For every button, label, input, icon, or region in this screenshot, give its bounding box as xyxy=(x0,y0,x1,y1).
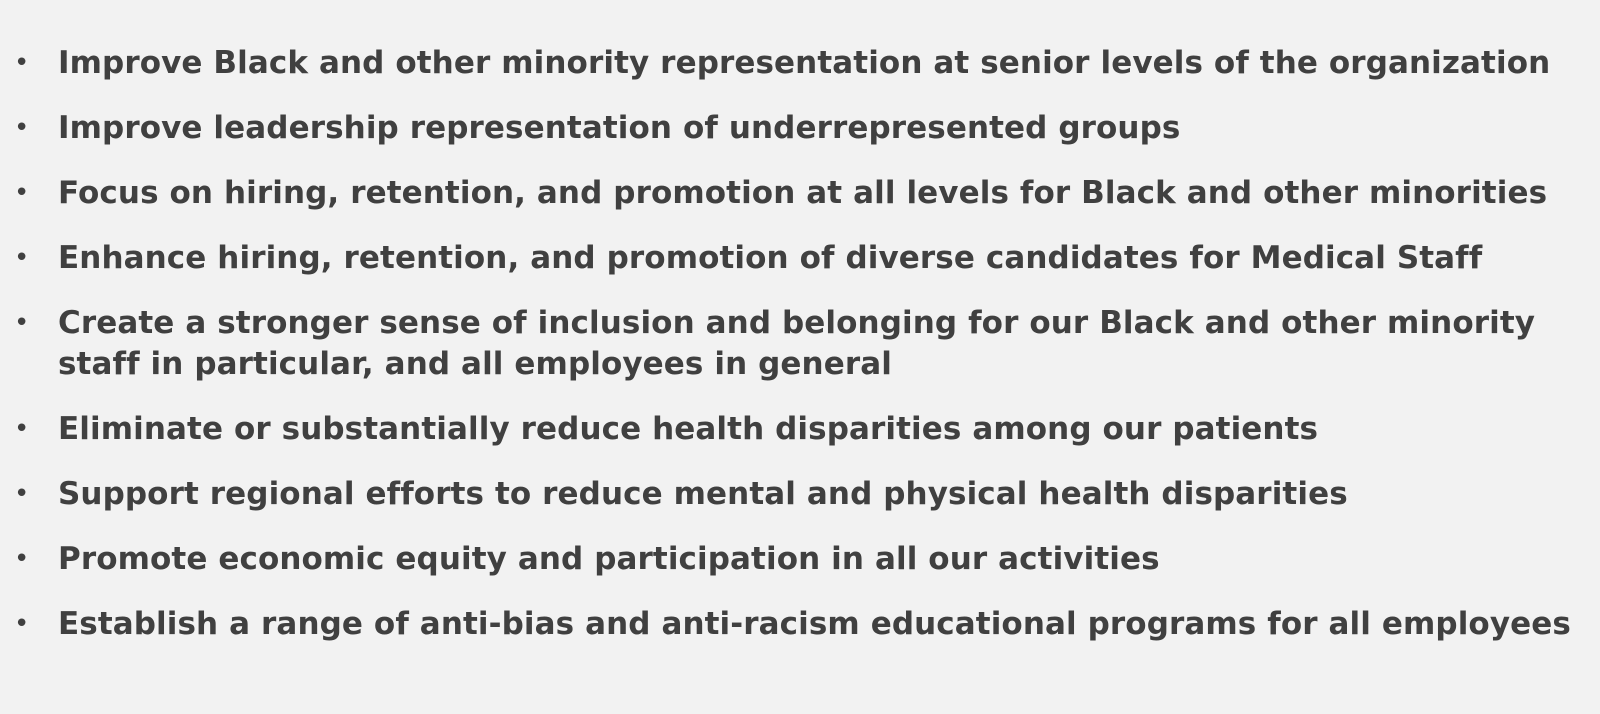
bullet-dot-icon: • xyxy=(14,243,30,273)
list-item xyxy=(14,173,1586,214)
list-item xyxy=(14,409,1586,450)
list-item-text: Eliminate or substantially reduce health disparities among our patients xyxy=(58,411,1319,447)
list-item xyxy=(14,474,1586,515)
list-item-text: Improve leadership representation of underrepresented groups xyxy=(58,110,1181,146)
list-item xyxy=(14,108,1586,149)
list-item-text: Promote economic equity and participation in all our activities xyxy=(58,541,1160,577)
list-item xyxy=(14,539,1586,580)
list-item-text: Support regional efforts to reduce mental and physical health disparities xyxy=(58,476,1348,512)
bullet-dot-icon: • xyxy=(14,178,30,208)
bullet-dot-icon: • xyxy=(14,113,30,143)
list-item-text: Improve Black and other minority representation at senior levels of the organization xyxy=(58,45,1551,81)
list-item xyxy=(14,238,1586,279)
bullet-list xyxy=(14,43,1586,645)
list-item-text: Enhance hiring, retention, and promotion of diverse candidates for Medical Staff xyxy=(58,240,1483,276)
list-item xyxy=(14,43,1586,84)
list-item xyxy=(14,604,1586,645)
list-item-text: Create a stronger sense of inclusion and belonging for our Black and other minority staff in particular, and all employees in general xyxy=(58,305,1536,382)
list-item-text: Focus on hiring, retention, and promotion at all levels for Black and other minorities xyxy=(58,175,1548,211)
list-item-text: Establish a range of anti-bias and anti-racism educational programs for all employees xyxy=(58,606,1571,642)
bullet-dot-icon: • xyxy=(14,414,30,444)
bullet-dot-icon: • xyxy=(14,479,30,509)
bullet-dot-icon: • xyxy=(14,544,30,574)
bullet-dot-icon: • xyxy=(14,48,30,78)
list-item xyxy=(14,303,1586,385)
bullet-dot-icon: • xyxy=(14,609,30,639)
bullet-dot-icon: • xyxy=(14,308,30,338)
